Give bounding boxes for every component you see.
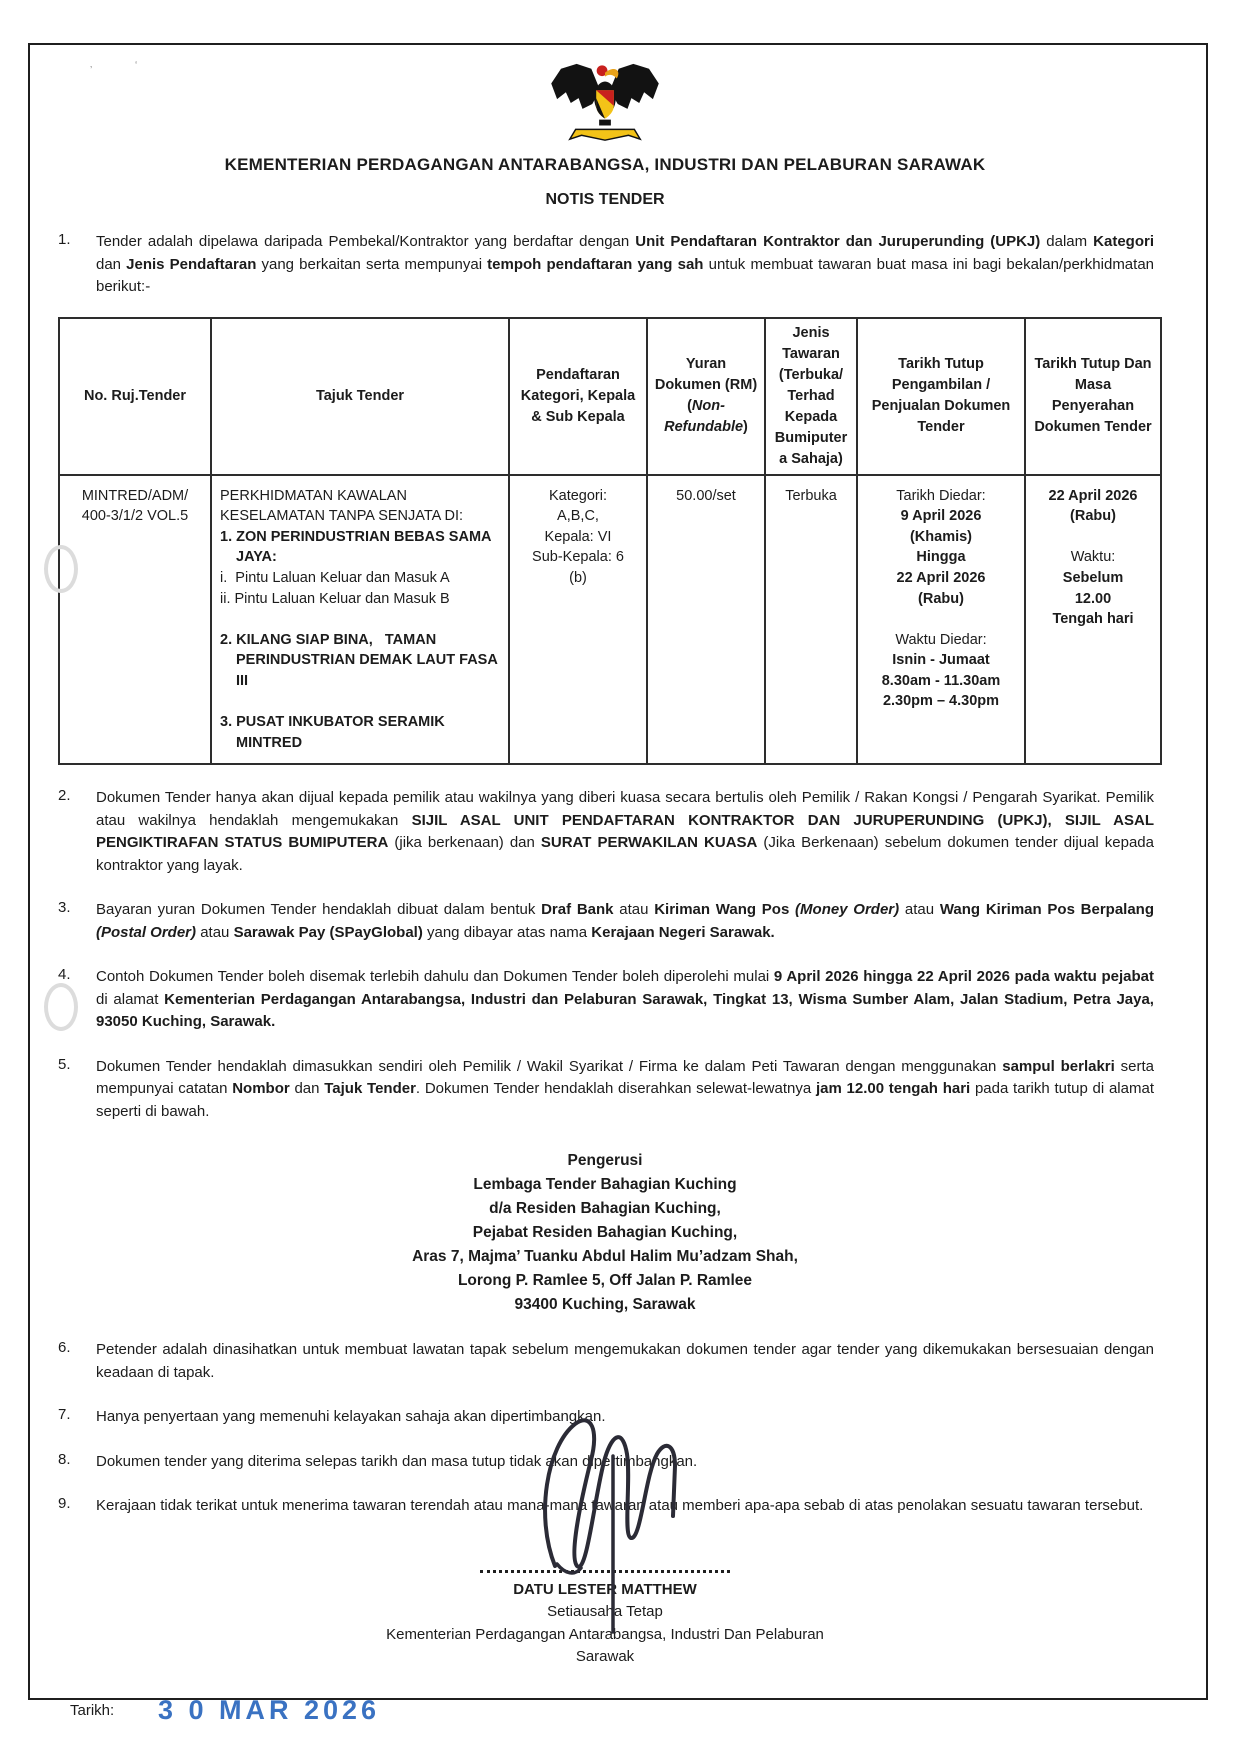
text-segment: Jenis Pendaftaran: [126, 255, 257, 273]
text-segment: SURAT PERWAKILAN KUASA: [540, 834, 758, 852]
text-line: Sebelum: [1062, 569, 1124, 586]
text-line: Lorong P. Ramlee 5, Off Jalan P. Ramlee: [457, 1272, 753, 1290]
cell-pendaftaran: [509, 475, 647, 765]
text-segment: Nombor: [232, 1080, 290, 1098]
item-number: 8.: [58, 1450, 71, 1468]
text-segment: SIJIL ASAL UNIT PENDAFTARAN KONTRAKTOR DAN JURUPERUNDING (UPKJ), SIJIL ASAL PENGIKTIRAFAN STATUS BUMIPUTERA: [96, 811, 1154, 852]
signatory-org-line2: Sarawak: [575, 1648, 635, 1666]
col-header-tajuk-tender: [211, 318, 509, 475]
text-line: Hingga: [916, 549, 966, 566]
tarikh-label: Tarikh:: [70, 1701, 115, 1719]
text-line: Waktu:: [1070, 549, 1116, 566]
text-line: 1. ZON PERINDUSTRIAN BEBAS SAMA JAYA:: [220, 528, 491, 566]
text-segment: (Postal Order): [96, 923, 197, 941]
text-segment: Bayaran yuran Dokumen Tender hendaklah dibuat dalam bentuk: [96, 901, 542, 919]
text-segment: Kerajaan Negeri Sarawak.: [591, 923, 775, 941]
crest-left-wing: [551, 64, 600, 109]
item-number: 7.: [58, 1406, 71, 1424]
cell-yuran: [647, 475, 765, 765]
text-segment: dalam: [1040, 233, 1094, 250]
text-line: [220, 609, 500, 630]
text-segment: Wang Kiriman Pos Berpalang: [939, 901, 1155, 919]
text-segment: Draf Bank: [541, 901, 614, 919]
text-segment: No. Ruj.Tender: [83, 387, 187, 404]
text-line: Pejabat Residen Bahagian Kuching,: [472, 1224, 738, 1242]
text-segment: Kerajaan tidak terikat untuk menerima tawaran terendah atau mana-mana tawaran atau memberi apa-apa sebab di atas penolakan sesuatu tawaran tersebut.: [96, 1497, 1144, 1515]
text-segment: Tarikh Tutup Pengambilan / Penjualan Dokumen Tender: [871, 356, 1011, 436]
text-line: A,B,C,: [557, 508, 599, 525]
text-line: [866, 609, 1016, 630]
text-segment: Kementerian Perdagangan Antarabangsa, Industri dan Pelaburan Sarawak, Tingkat 13, Wisma Sumber Alam, Jalan Stadium, Petra Jaya, 93050 Kuching, Sarawak.: [96, 990, 1154, 1031]
text-segment: dan: [289, 1080, 325, 1098]
text-line: (Rabu): [1070, 508, 1116, 525]
text-line: Terbuka: [785, 487, 837, 504]
cell-ref-number: [59, 475, 211, 765]
text-segment: Hanya penyertaan yang memenuhi kelayakan sahaja akan dipertimbangkan.: [96, 1408, 606, 1426]
text-segment: Dokumen tender yang diterima selepas tarikh dan masa tutup tidak akan dipertimbangkan.: [96, 1452, 698, 1470]
table-row: [59, 475, 1161, 765]
text-segment: Sarawak Pay (SPayGlobal): [233, 923, 423, 941]
text-segment: Petender adalah dinasihatkan untuk membuat lawatan tapak sebelum mengemukakan dokumen tender agar tender yang dikemukakan bersesuaian dengan keadaan di tapak.: [96, 1341, 1154, 1381]
text-line: 400-3/1/2 VOL.5: [81, 508, 189, 525]
text-segment: Unit Pendaftaran Kontraktor dan Juruperunding (UPKJ): [635, 233, 1041, 250]
text-segment: Tajuk Tender: [315, 387, 405, 404]
text-segment: Dokumen Tender hendaklah dimasukkan sendiri oleh Pemilik / Wakil Syarikat / Firma ke dalam Peti Tawaran dengan menggunakan: [96, 1057, 1003, 1075]
tender-table: [58, 317, 1162, 766]
text-line: Tengah hari: [1052, 611, 1134, 628]
table-header-row: [59, 318, 1161, 475]
text-line: 9 April 2026: [900, 508, 982, 525]
text-line: Tarikh Diedar:: [896, 487, 986, 504]
scan-speck: ’: [90, 65, 93, 76]
scan-speck: ‘: [135, 60, 138, 71]
text-segment: sampul berlakri: [1002, 1057, 1115, 1075]
crest-pedestal: [599, 120, 611, 126]
text-segment: Kategori: [1093, 233, 1154, 250]
item-body: [96, 899, 1154, 944]
item-number: 3.: [58, 899, 71, 917]
signatory-role: Setiausaha Tetap: [547, 1603, 663, 1621]
notice-item-6: [56, 1339, 1154, 1384]
text-line: PERKHIDMATAN KAWALAN KESELAMATAN TANPA SENJATA DI:: [220, 487, 464, 525]
col-header-no-ruj-tender: [59, 318, 211, 475]
item-number: 9.: [58, 1495, 71, 1513]
notice-item-5: [56, 1056, 1154, 1124]
sarawak-state-crest-icon: [546, 59, 664, 147]
text-segment: Dokumen Tender hanya akan dijual kepada pemilik atau wakilnya yang diberi kuasa secara bertulis oleh Pemilik / Rakan Kongsi / Pengarah Syarikat. Pemilik atau wakilnya hendaklah mengemukakan: [96, 789, 1154, 829]
text-segment: atau: [899, 901, 940, 919]
item-number: 5.: [58, 1055, 71, 1073]
item-number: 1.: [58, 231, 71, 248]
text-segment: 9 April 2026 hingga 22 April 2026 pada waktu pejabat: [773, 968, 1154, 986]
notice-item-4: [56, 966, 1154, 1034]
col-header-jenis-tawaran: [765, 318, 857, 475]
signature-dotted-line: [480, 1524, 730, 1573]
item-body: [96, 966, 1154, 1034]
text-segment: (Jika Berkenaan) sebelum dokumen tender dijual kepada kontraktor yang layak.: [96, 834, 1154, 874]
text-segment: Tender adalah dipelawa daripada Pembekal/Kontraktor yang berdaftar dengan: [96, 233, 636, 250]
text-segment: Tajuk Tender: [324, 1080, 416, 1098]
notice-item-1: [56, 231, 1154, 299]
notice-item-8: [56, 1451, 1154, 1474]
text-segment: yang berkaitan serta mempunyai: [256, 255, 488, 273]
crest-banner: [570, 129, 640, 140]
hole-punch-mark-top: [44, 545, 78, 593]
text-segment: ): [743, 419, 748, 436]
text-line: Pengerusi: [567, 1152, 643, 1170]
text-segment: serta mempunyai catatan: [96, 1057, 1154, 1098]
text-segment: atau: [196, 923, 234, 941]
signatory-org-line1: Kementerian Perdagangan Antarabangsa, Industri Dan Pelaburan: [386, 1625, 824, 1643]
text-segment: (jika berkenaan) dan: [388, 834, 541, 852]
text-line: Aras 7, Majma’ Tuanku Abdul Halim Mu’adzam Shah,: [412, 1248, 798, 1266]
item-body: [96, 231, 1154, 299]
col-header-tarikh-penyerahan: [1025, 318, 1161, 475]
item-body: [96, 1056, 1154, 1124]
text-line: 50.00/set: [676, 487, 736, 504]
notice-item-2: [56, 787, 1154, 877]
cell-tajuk-tender: [211, 475, 509, 765]
notice-item-9: [56, 1495, 1154, 1518]
text-line: (Khamis): [909, 528, 973, 545]
text-segment: Non-Refundable: [664, 398, 744, 436]
text-line: ii. Pintu Laluan Keluar dan Masuk B: [220, 590, 450, 607]
item-body: [96, 787, 1154, 877]
notice-item-3: [56, 899, 1154, 944]
item-number: 4.: [58, 966, 71, 984]
item-number: 2.: [58, 787, 71, 805]
text-line: 3. PUSAT INKUBATOR SERAMIK MINTRED: [220, 713, 445, 751]
text-segment: jam 12.00 tengah hari: [815, 1080, 971, 1098]
text-line: 22 April 2026: [896, 569, 986, 586]
signatory-name: DATU LESTER MATTHEW: [513, 1580, 697, 1598]
cell-tarikh-penyerahan: [1025, 475, 1161, 765]
text-line: Waktu Diedar:: [895, 631, 987, 648]
text-segment: . Dokumen Tender hendaklah diserahkan selewat-lewatnya: [415, 1080, 816, 1098]
text-segment: atau: [613, 901, 655, 919]
item-body: [96, 1406, 1154, 1429]
text-line: i. Pintu Laluan Keluar dan Masuk A: [220, 569, 450, 586]
text-segment: yang dibayar atas nama: [422, 923, 592, 941]
text-segment: untuk membuat tawaran buat masa ini bagi bekalan/perkhidmatan berikut:-: [96, 255, 1155, 295]
text-line: 93400 Kuching, Sarawak: [514, 1296, 696, 1314]
text-line: MINTRED/ADM/: [81, 487, 189, 504]
text-line: 2. KILANG SIAP BINA, TAMAN PERINDUSTRIAN DEMAK LAUT FASA III: [220, 631, 498, 689]
col-header-yuran: [647, 318, 765, 475]
date-row: [56, 1695, 1154, 1726]
text-segment: dan: [96, 255, 127, 273]
col-header-pendaftaran: [509, 318, 647, 475]
col-header-tarikh-pengambilan: [857, 318, 1025, 475]
text-segment: Tarikh Tutup Dan Masa Penyerahan Dokumen Tender: [1034, 356, 1152, 436]
text-line: (Rabu): [918, 590, 964, 607]
item-number: 6.: [58, 1339, 71, 1357]
text-line: 2.30pm – 4.30pm: [882, 693, 1000, 710]
cell-tarikh-pengambilan: [857, 475, 1025, 765]
submission-address-block: [56, 1149, 1154, 1317]
text-line: Sub-Kepala: 6: [532, 549, 624, 566]
text-line: 12.00: [1074, 590, 1112, 607]
doc-title: NOTIS TENDER: [545, 191, 665, 208]
text-line: 22 April 2026: [1048, 487, 1138, 504]
item-body: [96, 1451, 1154, 1474]
text-segment: tempoh pendaftaran yang sah: [487, 255, 704, 273]
hole-punch-mark-bottom: [44, 983, 78, 1031]
item-body: [96, 1339, 1154, 1384]
crest-container: [56, 59, 1154, 147]
text-line: 8.30am - 11.30am: [881, 672, 1001, 689]
text-segment: Kiriman Wang Pos: [654, 901, 796, 919]
notice-item-7: [56, 1406, 1154, 1429]
text-line: [1034, 527, 1152, 548]
text-line: d/a Residen Bahagian Kuching,: [489, 1200, 721, 1218]
text-line: Lembaga Tender Bahagian Kuching: [473, 1176, 737, 1194]
text-line: (b): [569, 569, 587, 586]
text-segment: Yuran Dokumen (RM)(: [654, 356, 758, 415]
text-line: Kategori:: [548, 487, 608, 504]
ministry-title: KEMENTERIAN PERDAGANGAN ANTARABANGSA, INDUSTRI DAN PELABURAN SARAWAK: [224, 155, 986, 174]
text-segment: di alamat: [96, 990, 165, 1008]
date-stamp: 3 0 MAR 2026: [157, 1694, 381, 1725]
text-segment: pada tarikh tutup di alamat seperti di bawah.: [96, 1080, 1154, 1120]
text-segment: (Money Order): [795, 901, 900, 919]
text-segment: Jenis Tawaran (Terbuka/ Terhad Kepada Bumiputera Sahaja): [774, 324, 848, 467]
text-line: Isnin - Jumaat: [892, 652, 990, 669]
document-page: [28, 43, 1208, 1725]
text-line: [220, 691, 500, 712]
text-line: Kepala: VI: [544, 528, 612, 545]
signature-block: [56, 1524, 1154, 1669]
item-body: [96, 1495, 1154, 1518]
cell-jenis-tawaran: [765, 475, 857, 765]
text-segment: Contoh Dokumen Tender boleh disemak terlebih dahulu dan Dokumen Tender boleh diperolehi mulai: [96, 968, 774, 986]
text-segment: Pendaftaran Kategori, Kepala & Sub Kepala: [520, 366, 636, 425]
